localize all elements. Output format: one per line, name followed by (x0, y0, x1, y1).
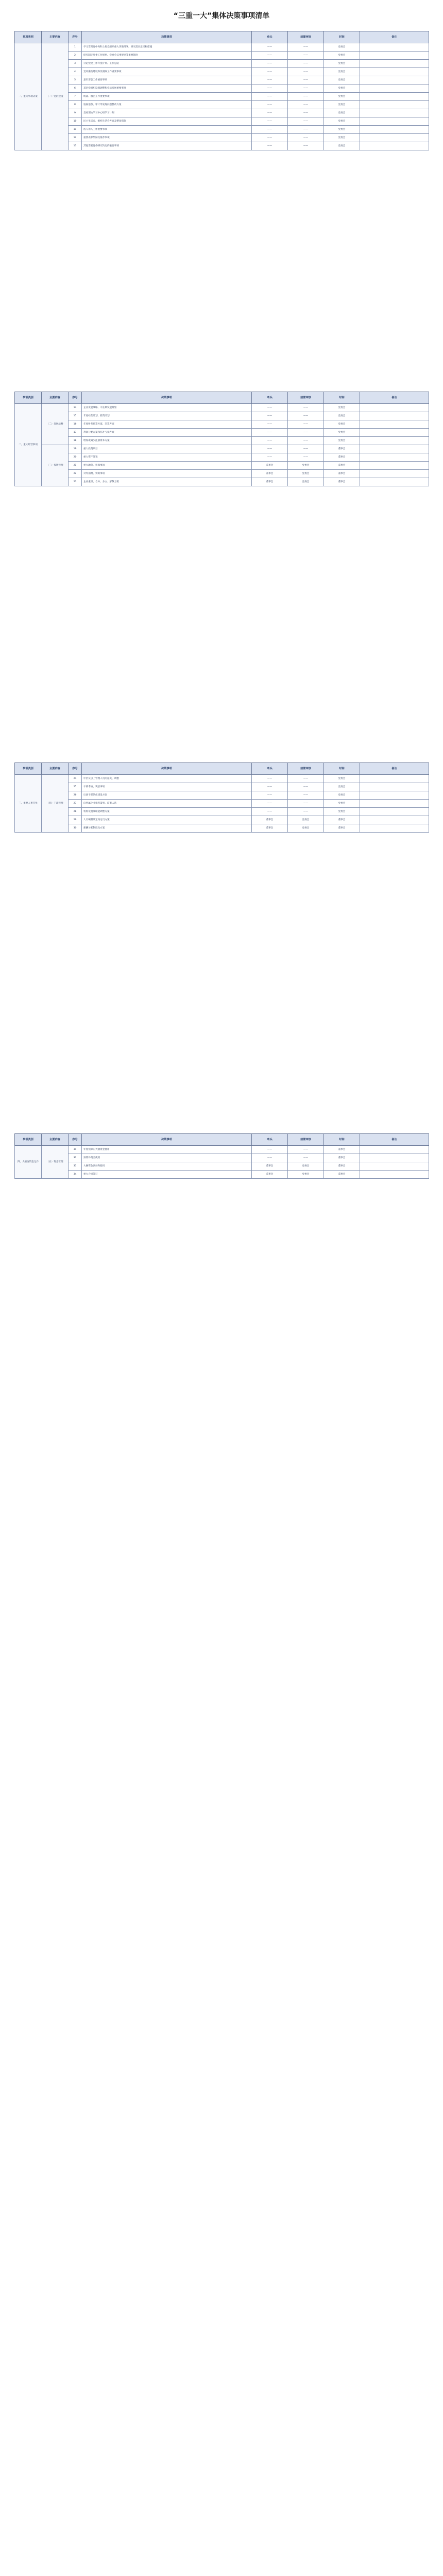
review-cell: —— (288, 142, 324, 150)
item-cell: 薪酬分配制度及方案 (82, 824, 252, 833)
note-cell (360, 109, 429, 117)
review-cell: —— (288, 43, 324, 52)
note-cell (360, 1171, 429, 1179)
review-cell: 党委会 (288, 816, 324, 824)
review-cell: —— (288, 1146, 324, 1154)
note-cell (360, 783, 429, 791)
time-cell: 董事会 (324, 816, 360, 824)
decision-table (14, 762, 429, 833)
time-cell: 党委会 (324, 93, 360, 101)
note-cell (360, 429, 429, 437)
table-row (15, 783, 429, 791)
table-row (15, 117, 429, 126)
review-cell: —— (288, 76, 324, 84)
lead-cell: —— (252, 800, 288, 808)
number-cell: 3 (69, 60, 82, 68)
number-cell: 31 (69, 1146, 82, 1154)
item-cell: 学习贯彻党中央和上级党组织重大决策部署，研究落实意见和措施 (82, 43, 252, 52)
review-cell: —— (288, 429, 324, 437)
header-content: 主要内容 (42, 392, 69, 404)
table-row (15, 101, 429, 109)
table-row (15, 52, 429, 60)
header-lead: 牵头 (252, 392, 288, 404)
table-row (15, 429, 429, 437)
lead-cell: —— (252, 437, 288, 445)
table-row (15, 142, 429, 150)
number-cell: 17 (69, 429, 82, 437)
lead-cell: —— (252, 109, 288, 117)
number-cell: 33 (69, 1162, 82, 1171)
note-cell (360, 808, 429, 816)
header-number: 序号 (69, 392, 82, 404)
review-cell: —— (288, 134, 324, 142)
table-row (15, 800, 429, 808)
table-row (15, 445, 429, 453)
lead-cell: —— (252, 117, 288, 126)
number-cell: 24 (69, 775, 82, 783)
number-cell: 27 (69, 800, 82, 808)
table-row (15, 775, 429, 783)
table-row (15, 1154, 429, 1162)
content-cell: （一）党的建设 (42, 43, 69, 150)
number-cell: 4 (69, 68, 82, 76)
header-category: 事项类别 (15, 392, 42, 404)
review-cell: —— (288, 93, 324, 101)
table-row (15, 808, 429, 816)
review-cell: —— (288, 791, 324, 800)
item-cell: 向所属企业推荐董事、监事人选 (82, 800, 252, 808)
lead-cell: 董事会 (252, 1171, 288, 1179)
header-content: 主要内容 (42, 31, 69, 43)
note-cell (360, 93, 429, 101)
item-cell: 企业发展战略、中长期发展规划 (82, 404, 252, 412)
number-cell: 22 (69, 470, 82, 478)
number-cell: 19 (69, 445, 82, 453)
time-cell: 党委会 (324, 117, 360, 126)
item-cell: 党委理论学习中心组学习计划 (82, 109, 252, 117)
review-cell: —— (288, 101, 324, 109)
header-category: 事项类别 (15, 1134, 42, 1146)
content-cell: （四）干部管理 (42, 775, 69, 833)
category-cell: 一、重大事项决策 (15, 43, 42, 150)
header-content: 主要内容 (42, 1134, 69, 1146)
lead-cell: —— (252, 775, 288, 783)
item-cell: 意识形态工作重要事项 (82, 76, 252, 84)
item-cell: 重大投资项目 (82, 445, 252, 453)
number-cell: 29 (69, 816, 82, 824)
number-cell: 16 (69, 420, 82, 429)
item-cell: 机构设置及职能调整方案 (82, 808, 252, 816)
time-cell: 董事会 (324, 445, 360, 453)
table-row (15, 420, 429, 429)
lead-cell: —— (252, 791, 288, 800)
header-review: 前置审核 (288, 763, 324, 775)
note-cell (360, 470, 429, 478)
note-cell (360, 478, 429, 486)
lead-cell: 董事会 (252, 816, 288, 824)
item-cell: 研究制定党委工作规则、党委会议事规则等重要制度 (82, 52, 252, 60)
review-cell: —— (288, 412, 324, 420)
decision-table (14, 392, 429, 486)
header-number: 序号 (69, 763, 82, 775)
content-cell: （五）资金管理 (42, 1146, 69, 1179)
time-cell: 党委会 (324, 43, 360, 52)
review-cell: —— (288, 60, 324, 68)
lead-cell: —— (252, 60, 288, 68)
number-cell: 26 (69, 791, 82, 800)
header-item: 决策事项 (82, 31, 252, 43)
time-cell: 董事会 (324, 1162, 360, 1171)
table-row (15, 462, 429, 470)
review-cell: —— (288, 117, 324, 126)
lead-cell: —— (252, 404, 288, 412)
content-cell: （三）投资管理 (42, 445, 69, 486)
time-cell: 董事会 (324, 1171, 360, 1179)
table-row (15, 68, 429, 76)
header-item: 决策事项 (82, 392, 252, 404)
item-cell: 年度经营计划、投资计划 (82, 412, 252, 420)
item-cell: 中层及以上管理人员的任免、调整 (82, 775, 252, 783)
number-cell: 32 (69, 1154, 82, 1162)
number-cell: 9 (69, 109, 82, 117)
time-cell: 党委会 (324, 791, 360, 800)
note-cell (360, 800, 429, 808)
header-review: 前置审核 (288, 392, 324, 404)
table-row (15, 1171, 429, 1179)
item-cell: 对外捐赠、赞助事项 (82, 470, 252, 478)
note-cell (360, 437, 429, 445)
review-cell: 党委会 (288, 824, 324, 833)
note-cell (360, 1154, 429, 1162)
header-category: 事项类别 (15, 763, 42, 775)
item-cell: 大额资金调动和使用 (82, 1162, 252, 1171)
header-content: 主要内容 (42, 763, 69, 775)
review-cell: —— (288, 1154, 324, 1162)
note-cell (360, 1162, 429, 1171)
note-cell (360, 52, 429, 60)
header-time: 时间 (324, 392, 360, 404)
number-cell: 1 (69, 43, 82, 52)
time-cell: 董事会 (324, 824, 360, 833)
header-review: 前置审核 (288, 31, 324, 43)
number-cell: 8 (69, 101, 82, 109)
item-cell: 巡视巡察、审计等发现问题整改方案 (82, 101, 252, 109)
header-lead: 牵头 (252, 763, 288, 775)
header-lead: 牵头 (252, 31, 288, 43)
number-cell: 5 (69, 76, 82, 84)
note-cell (360, 142, 429, 150)
time-cell: 党委会 (324, 437, 360, 445)
time-cell: 党委会 (324, 126, 360, 134)
review-cell: —— (288, 453, 324, 462)
review-cell: 党委会 (288, 1171, 324, 1179)
lead-cell: —— (252, 101, 288, 109)
item-cell: 后备干部队伍建设方案 (82, 791, 252, 800)
review-cell: —— (288, 109, 324, 117)
item-cell: 增加或减少注册资本方案 (82, 437, 252, 445)
review-cell: —— (288, 800, 324, 808)
lead-cell: 董事会 (252, 478, 288, 486)
item-cell: 选人用人工作重要事项 (82, 126, 252, 134)
table-row (15, 1162, 429, 1171)
table-row (15, 404, 429, 412)
content-cell: （二）发展战略 (42, 404, 69, 445)
note-cell (360, 101, 429, 109)
review-cell: —— (288, 52, 324, 60)
item-cell: 重大融资、担保事项 (82, 462, 252, 470)
decision-table (14, 1133, 429, 1179)
number-cell: 15 (69, 412, 82, 420)
table-row (15, 109, 429, 117)
header-item: 决策事项 (82, 763, 252, 775)
item-cell: 讨论党建工作年度计划、工作总结 (82, 60, 252, 68)
time-cell: 董事会 (324, 1146, 360, 1154)
review-cell: —— (288, 404, 324, 412)
header-lead: 牵头 (252, 1134, 288, 1146)
lead-cell: —— (252, 445, 288, 453)
header-note: 备注 (360, 31, 429, 43)
item-cell: 其他需要党委研究决定的重要事项 (82, 142, 252, 150)
review-cell: —— (288, 808, 324, 816)
note-cell (360, 60, 429, 68)
lead-cell: —— (252, 68, 288, 76)
number-cell: 25 (69, 783, 82, 791)
number-cell: 20 (69, 453, 82, 462)
lead-cell: 董事会 (252, 462, 288, 470)
lead-cell: —— (252, 134, 288, 142)
header-category: 事项类别 (15, 31, 42, 43)
review-cell: —— (288, 68, 324, 76)
table-row (15, 93, 429, 101)
lead-cell: 董事会 (252, 824, 288, 833)
number-cell: 34 (69, 1171, 82, 1179)
category-cell: 二、重大经营事项 (15, 404, 42, 486)
header-note: 备注 (360, 1134, 429, 1146)
note-cell (360, 453, 429, 462)
table-row (15, 60, 429, 68)
item-cell: 重要表彰奖励及推荐事项 (82, 134, 252, 142)
item-cell: 重大合同签订 (82, 1171, 252, 1179)
number-cell: 28 (69, 808, 82, 816)
note-cell (360, 84, 429, 93)
item-cell: 企业重组、合并、分立、解散方案 (82, 478, 252, 486)
category-cell: 三、重要人事任免 (15, 775, 42, 833)
table-row (15, 43, 429, 52)
header-item: 决策事项 (82, 1134, 252, 1146)
note-cell (360, 775, 429, 783)
lead-cell: 董事会 (252, 1162, 288, 1171)
review-cell: —— (288, 775, 324, 783)
number-cell: 13 (69, 142, 82, 150)
review-cell: —— (288, 84, 324, 93)
lead-cell: —— (252, 420, 288, 429)
review-cell: —— (288, 445, 324, 453)
lead-cell: —— (252, 412, 288, 420)
review-cell: 党委会 (288, 1162, 324, 1171)
note-cell (360, 68, 429, 76)
lead-cell: —— (252, 808, 288, 816)
review-cell: 党委会 (288, 470, 324, 478)
lead-cell: —— (252, 126, 288, 134)
time-cell: 董事会 (324, 1154, 360, 1162)
number-cell: 7 (69, 93, 82, 101)
header-review: 前置审核 (288, 1134, 324, 1146)
review-cell: 党委会 (288, 478, 324, 486)
table-row (15, 470, 429, 478)
lead-cell: —— (252, 429, 288, 437)
note-cell (360, 824, 429, 833)
time-cell: 党委会 (324, 412, 360, 420)
review-cell: —— (288, 126, 324, 134)
time-cell: 党委会 (324, 142, 360, 150)
table-row (15, 412, 429, 420)
note-cell (360, 76, 429, 84)
time-cell: 党委会 (324, 800, 360, 808)
time-cell: 董事会 (324, 453, 360, 462)
lead-cell: 董事会 (252, 470, 288, 478)
header-time: 时间 (324, 763, 360, 775)
item-cell: 预算外资金使用 (82, 1154, 252, 1162)
lead-cell: —— (252, 43, 288, 52)
time-cell: 党委会 (324, 68, 360, 76)
lead-cell: —— (252, 783, 288, 791)
note-cell (360, 445, 429, 453)
table-row (15, 1146, 429, 1154)
lead-cell: —— (252, 142, 288, 150)
time-cell: 党委会 (324, 76, 360, 84)
note-cell (360, 117, 429, 126)
time-cell: 党委会 (324, 109, 360, 117)
note-cell (360, 404, 429, 412)
lead-cell: —— (252, 1146, 288, 1154)
note-cell (360, 462, 429, 470)
header-time: 时间 (324, 31, 360, 43)
time-cell: 党委会 (324, 783, 360, 791)
number-cell: 21 (69, 462, 82, 470)
lead-cell: —— (252, 84, 288, 93)
time-cell: 党委会 (324, 134, 360, 142)
item-cell: 重大资产处置 (82, 453, 252, 462)
number-cell: 10 (69, 117, 82, 126)
note-cell (360, 1146, 429, 1154)
number-cell: 14 (69, 404, 82, 412)
time-cell: 党委会 (324, 84, 360, 93)
note-cell (360, 134, 429, 142)
table-row (15, 437, 429, 445)
number-cell: 30 (69, 824, 82, 833)
note-cell (360, 126, 429, 134)
time-cell: 董事会 (324, 462, 360, 470)
lead-cell: —— (252, 93, 288, 101)
decision-table (14, 31, 429, 150)
time-cell: 党委会 (324, 52, 360, 60)
page-title: “三重一大”集体决策事项清单 (173, 12, 270, 20)
time-cell: 党委会 (324, 101, 360, 109)
note-cell (360, 43, 429, 52)
review-cell: —— (288, 437, 324, 445)
item-cell: 民主生活会、组织生活会方案及整改措施 (82, 117, 252, 126)
time-cell: 党委会 (324, 404, 360, 412)
header-note: 备注 (360, 763, 429, 775)
table-row (15, 126, 429, 134)
time-cell: 党委会 (324, 808, 360, 816)
section-sheet (14, 392, 429, 486)
item-cell: 人员编制及定岗定员方案 (82, 816, 252, 824)
time-cell: 党委会 (324, 429, 360, 437)
note-cell (360, 420, 429, 429)
number-cell: 2 (69, 52, 82, 60)
table-row (15, 453, 429, 462)
table-row (15, 134, 429, 142)
header-time: 时间 (324, 1134, 360, 1146)
header-number: 序号 (69, 1134, 82, 1146)
lead-cell: —— (252, 453, 288, 462)
number-cell: 6 (69, 84, 82, 93)
item-cell: 干部考核、奖惩事项 (82, 783, 252, 791)
note-cell (360, 791, 429, 800)
time-cell: 党委会 (324, 60, 360, 68)
table-row (15, 76, 429, 84)
header-number: 序号 (69, 31, 82, 43)
number-cell: 18 (69, 437, 82, 445)
review-cell: —— (288, 783, 324, 791)
table-row (15, 824, 429, 833)
number-cell: 23 (69, 478, 82, 486)
lead-cell: —— (252, 1154, 288, 1162)
table-row (15, 478, 429, 486)
review-cell: —— (288, 420, 324, 429)
section-sheet (14, 762, 429, 833)
item-cell: 年度财务预算方案、决算方案 (82, 420, 252, 429)
category-cell: 四、大额度资金运作 (15, 1146, 42, 1179)
header-note: 备注 (360, 392, 429, 404)
lead-cell: —— (252, 52, 288, 60)
number-cell: 12 (69, 134, 82, 142)
time-cell: 董事会 (324, 470, 360, 478)
item-cell: 年度预算内大额资金使用 (82, 1146, 252, 1154)
note-cell (360, 816, 429, 824)
table-row (15, 84, 429, 93)
lead-cell: —— (252, 76, 288, 84)
item-cell: 基层党组织设置调整和党员发展重要事项 (82, 84, 252, 93)
time-cell: 党委会 (324, 420, 360, 429)
note-cell (360, 412, 429, 420)
time-cell: 党委会 (324, 775, 360, 783)
review-cell: 党委会 (288, 462, 324, 470)
section-sheet (14, 1133, 429, 1179)
item-cell: 统战、群团工作重要事项 (82, 93, 252, 101)
section-sheet (14, 31, 429, 150)
table-row (15, 816, 429, 824)
time-cell: 董事会 (324, 478, 360, 486)
item-cell: 利润分配方案和弥补亏损方案 (82, 429, 252, 437)
table-row (15, 791, 429, 800)
number-cell: 11 (69, 126, 82, 134)
item-cell: 党风廉政建设和反腐败工作重要事项 (82, 68, 252, 76)
